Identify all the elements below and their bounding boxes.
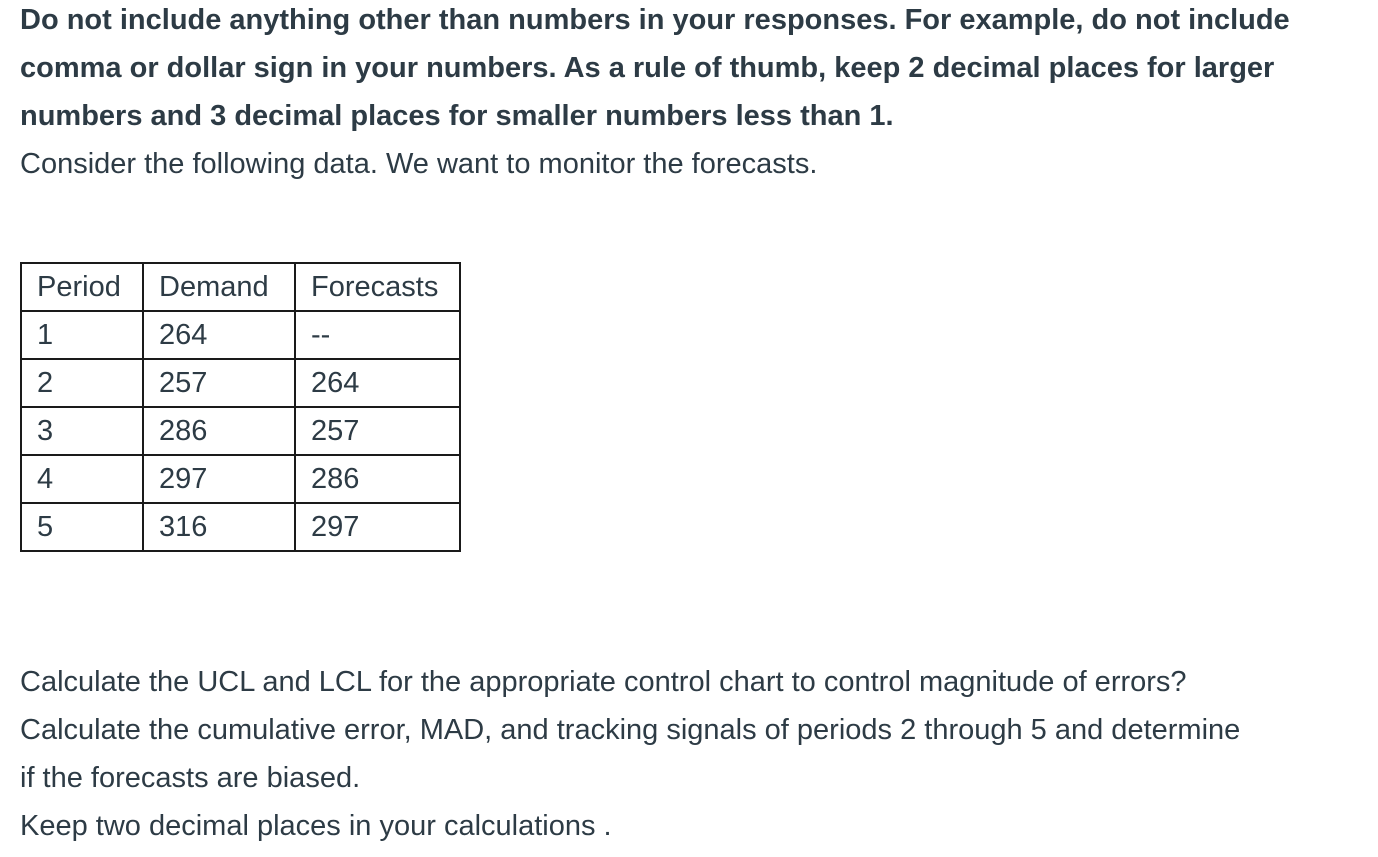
instructions-line-2: comma or dollar sign in your numbers. As a rule of thumb, keep 2 decimal places for larger xyxy=(20,52,1275,84)
instructions-line-1: Do not include anything other than numbers in your responses. For example, do not include xyxy=(20,4,1290,36)
table-row xyxy=(21,311,460,359)
table-row xyxy=(21,503,460,551)
question-line-4: Keep two decimal places in your calculations . xyxy=(20,810,612,842)
cell-forecast: 257 xyxy=(295,407,460,455)
questions-block xyxy=(20,658,1240,850)
cell-forecast: 264 xyxy=(295,359,460,407)
header-period: Period xyxy=(21,263,143,311)
cell-forecast: 297 xyxy=(295,503,460,551)
cell-period: 5 xyxy=(21,503,143,551)
cell-forecast: 286 xyxy=(295,455,460,503)
question-line-3: if the forecasts are biased. xyxy=(20,762,361,794)
cell-period: 2 xyxy=(21,359,143,407)
instructions-block xyxy=(20,0,1290,188)
intro-text: Consider the following data. We want to monitor the forecasts. xyxy=(20,148,818,180)
cell-demand: 264 xyxy=(143,311,295,359)
cell-demand: 316 xyxy=(143,503,295,551)
cell-forecast: -- xyxy=(295,311,460,359)
table-row xyxy=(21,455,460,503)
question-line-2: Calculate the cumulative error, MAD, and tracking signals of periods 2 through 5 and determine xyxy=(20,714,1241,746)
table-header-row xyxy=(21,263,460,311)
table-row xyxy=(21,359,460,407)
cell-demand: 286 xyxy=(143,407,295,455)
demand-forecast-table xyxy=(20,262,461,552)
cell-demand: 297 xyxy=(143,455,295,503)
cell-period: 1 xyxy=(21,311,143,359)
question-line-1: Calculate the UCL and LCL for the appropriate control chart to control magnitude of errors? xyxy=(20,666,1187,698)
cell-period: 4 xyxy=(21,455,143,503)
cell-demand: 257 xyxy=(143,359,295,407)
instructions-line-3: numbers and 3 decimal places for smaller numbers less than 1. xyxy=(20,100,894,132)
header-demand: Demand xyxy=(143,263,295,311)
header-forecasts: Forecasts xyxy=(295,263,460,311)
table-row xyxy=(21,407,460,455)
cell-period: 3 xyxy=(21,407,143,455)
